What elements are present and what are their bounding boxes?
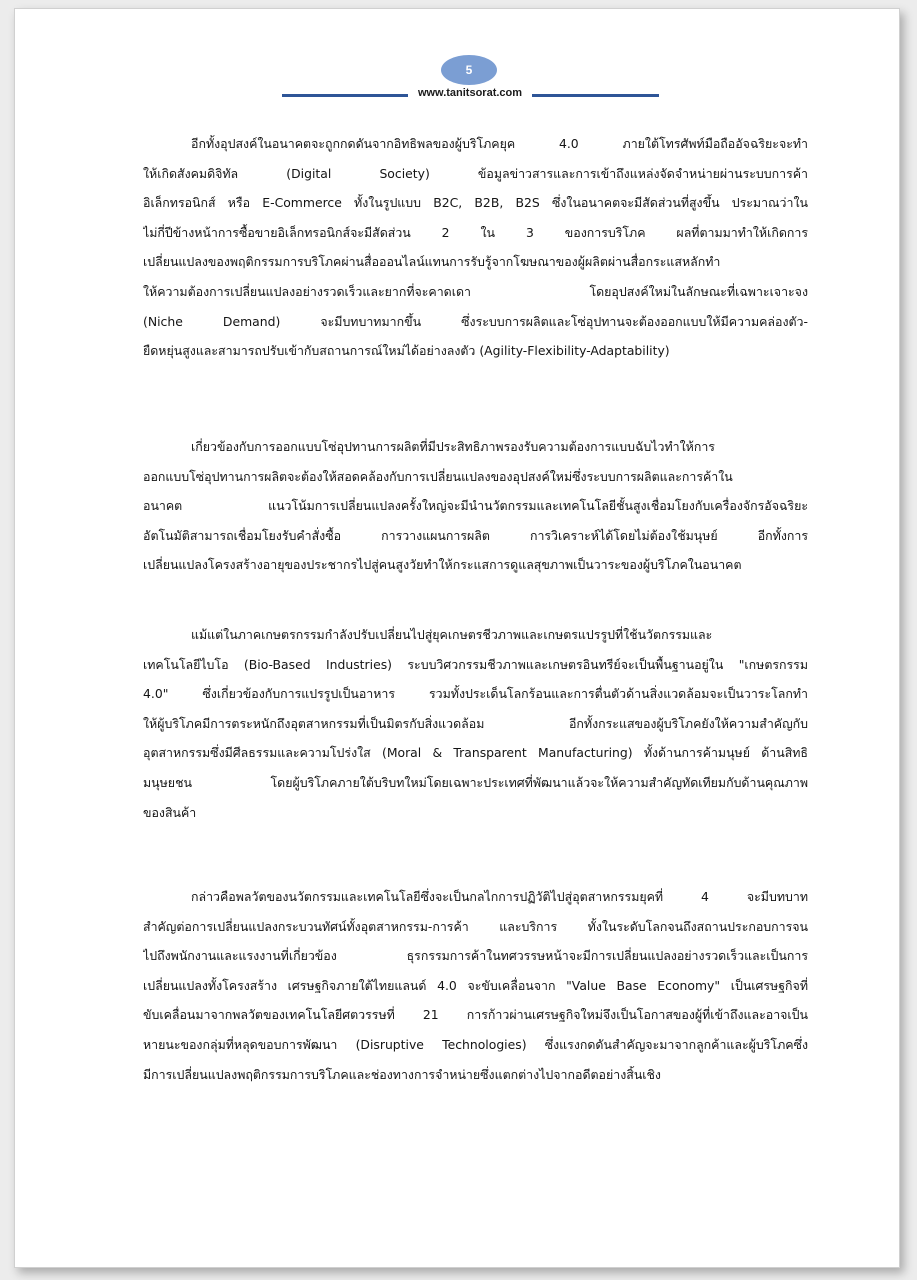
paragraph-line: แม้แต่ในภาคเกษตรกรรมกำลังปรับเปลี่ยนไปสู่ยุคเกษตรชีวภาพและเกษตรแปรรูปที่ใช้นวัตกรรมและ bbox=[191, 627, 713, 642]
paragraph-agriculture bbox=[143, 620, 808, 827]
paragraph-line: ไปถึงพนักงานและแรงงานที่เกี่ยวข้อง ธุรกรรมการค้าในทศวรรษหน้าจะมีการเปลี่ยนแปลงอย่างรวดเร็วและเป็นการ bbox=[143, 948, 808, 964]
paragraph-line: อนาคต แนวโน้มการเปลี่ยนแปลงครั้งใหญ่จะมีนำนวัตกรรมและเทคโนโลยีชั้นสูงเชื่อมโยงกับเครื่องจักรอัจฉริยะ bbox=[143, 498, 808, 514]
paragraph-line: ขับเคลื่อนมาจากพลวัตของเทคโนโลยีศตวรรษที่ 21 การก้าวผ่านเศรษฐกิจใหม่จึงเป็นโอกาสของผู้ที่เข้าถึงและอาจเป็น bbox=[143, 1007, 808, 1023]
paragraph-line: เปลี่ยนแปลงของพฤติกรรมการบริโภคผ่านสื่อออนไลน์แทนการรับรู้จากโฆษณาของผู้ผลิตผ่านสื่อกระแสหลักทำ bbox=[143, 254, 721, 270]
paragraph-line: กล่าวคือพลวัตของนวัตกรรมและเทคโนโลยีซึ่งจะเป็นกลไกการปฏิวัติไปสู่อุตสาหกรรมยุคที่ 4 จะมีบทบาท bbox=[191, 889, 808, 904]
paragraph-supply-chain bbox=[143, 432, 808, 580]
paragraph-line: ยืดหยุ่นสูงและสามารถปรับเข้ากับสถานการณ์ใหม่ได้อย่างลงตัว (Agility-Flexibility-Adaptability) bbox=[143, 343, 670, 359]
header-rule-left bbox=[282, 94, 408, 97]
paragraph-line: มีการเปลี่ยนแปลงพฤติกรรมการบริโภคและช่องทางการจำหน่ายซึ่งแตกต่างไปจากอดีตอย่างสิ้นเชิง bbox=[143, 1066, 661, 1082]
paragraph-line: อัตโนมัติสามารถเชื่อมโยงรับคำสั่งซื้อ การวางแผนการผลิต การวิเคราะห์ได้โดยไม่ต้องใช้มนุษย์ อีกทั้งการ bbox=[143, 527, 808, 543]
paragraph-line: ไม่กี่ปีข้างหน้าการซื้อขายอิเล็กทรอนิกส์จะมีสัดส่วน 2 ใน 3 ของการบริโภค ผลที่ตามมาทำให้เกิดการ bbox=[143, 224, 808, 240]
paragraph-line: ของสินค้า bbox=[143, 804, 197, 820]
paragraph-innovation-dynamics bbox=[143, 882, 808, 1089]
paragraph-consumer-demand bbox=[143, 129, 808, 366]
website-url[interactable]: www.tanitsorat.com bbox=[417, 87, 523, 99]
paragraph-line: ให้ความต้องการเปลี่ยนแปลงอย่างรวดเร็วและยากที่จะคาดเดา โดยอุปสงค์ใหม่ในลักษณะที่เฉพาะเจาะจง bbox=[143, 283, 808, 299]
page-number-badge bbox=[441, 55, 497, 85]
paragraph-line: สำคัญต่อการเปลี่ยนแปลงกระบวนทัศน์ทั้งอุตสาหกรรม-การค้า และบริการ ทั้งในระดับโลกจนถึงสถานประกอบการจน bbox=[143, 918, 808, 934]
paragraph-line: ให้ผู้บริโภคมีการตระหนักถึงอุตสาหกรรมที่เป็นมิตรกับสิ่งแวดล้อม อีกทั้งกระแสของผู้บริโภคยังให้ความสำคัญกับ bbox=[143, 715, 808, 731]
paragraph-line: (Niche Demand) จะมีบทบาทมากขึ้น ซึ่งระบบการผลิตและโซ่อุปทานจะต้องออกแบบให้มีความคล่องตัว- bbox=[143, 313, 808, 329]
paragraph-line: มนุษยชน โดยผู้บริโภคภายใต้บริบทใหม่โดยเฉพาะประเทศที่พัฒนาแล้วจะให้ความสำคัญทัดเทียมกับด้านคุณภาพ bbox=[143, 774, 808, 790]
paragraph-line: 4.0" ซึ่งเกี่ยวข้องกับการแปรรูปเป็นอาหาร รวมทั้งประเด็นโลกร้อนและการตื่นตัวด้านสิ่งแวดล้อมจะเป็นวาระโลกทำ bbox=[143, 686, 808, 702]
paragraph-line: หายนะของกลุ่มที่หลุดขอบการพัฒนา (Disruptive Technologies) ซึ่งแรงกดดันสำคัญจะมาจากลูกค้าและผู้บริโภคซึ่ง bbox=[143, 1036, 808, 1052]
paragraph-line: ให้เกิดสังคมดิจิทัล (Digital Society) ข้อมูลข่าวสารและการเข้าถึงแหล่งจัดจำหน่ายผ่านระบบการค้า bbox=[143, 165, 808, 181]
paragraph-line: อิเล็กทรอนิกส์ หรือ E-Commerce ทั้งในรูปแบบ B2C, B2B, B2S ซึ่งในอนาคตจะมีสัดส่วนที่สูงขึ้น ประมาณว่าใน bbox=[143, 195, 808, 211]
paragraph-line: เทคโนโลยีไบโอ (Bio-Based Industries) ระบบวิศวกรรมชีวภาพและเกษตรอินทรีย์จะเป็นพื้นฐานอยู่ใน "เกษตรกรรม bbox=[143, 656, 808, 672]
paragraph-line: ออกแบบโซ่อุปทานการผลิตจะต้องให้สอดคล้องกับการเปลี่ยนแปลงของอุปสงค์ใหม่ซึ่งระบบการผลิตและการค้าใน bbox=[143, 468, 733, 484]
paragraph-line: อุตสาหกรรมซึ่งมีศีลธรรมและความโปร่งใส (Moral & Transparent Manufacturing) ทั้งด้านการค้ามนุษย์ ด้านสิทธิ bbox=[143, 745, 808, 761]
paragraph-line: เกี่ยวข้องกับการออกแบบโซ่อุปทานการผลิตที่มีประสิทธิภาพรองรับความต้องการแบบฉับไวทำให้การ bbox=[191, 439, 715, 454]
header-rule-right bbox=[532, 94, 659, 97]
document-page bbox=[14, 8, 900, 1268]
page-number: 5 bbox=[465, 63, 473, 77]
paragraph-line: เปลี่ยนแปลงทั้งโครงสร้าง เศรษฐกิจภายใต้ไทยแลนด์ 4.0 จะขับเคลื่อนจาก "Value Base Economy" เป็นเศรษฐกิจที่ bbox=[143, 977, 808, 993]
paragraph-line: เปลี่ยนแปลงโครงสร้างอายุของประชากรไปสู่คนสูงวัยทำให้กระแสการดูแลสุขภาพเป็นวาระของผู้บริโภคในอนาคต bbox=[143, 557, 742, 573]
paragraph-line: อีกทั้งอุปสงค์ในอนาคตจะถูกกดดันจากอิทธิพลของผู้บริโภคยุค 4.0 ภายใต้โทรศัพท์มือถืออัจฉริยะจะทำ bbox=[191, 136, 808, 151]
